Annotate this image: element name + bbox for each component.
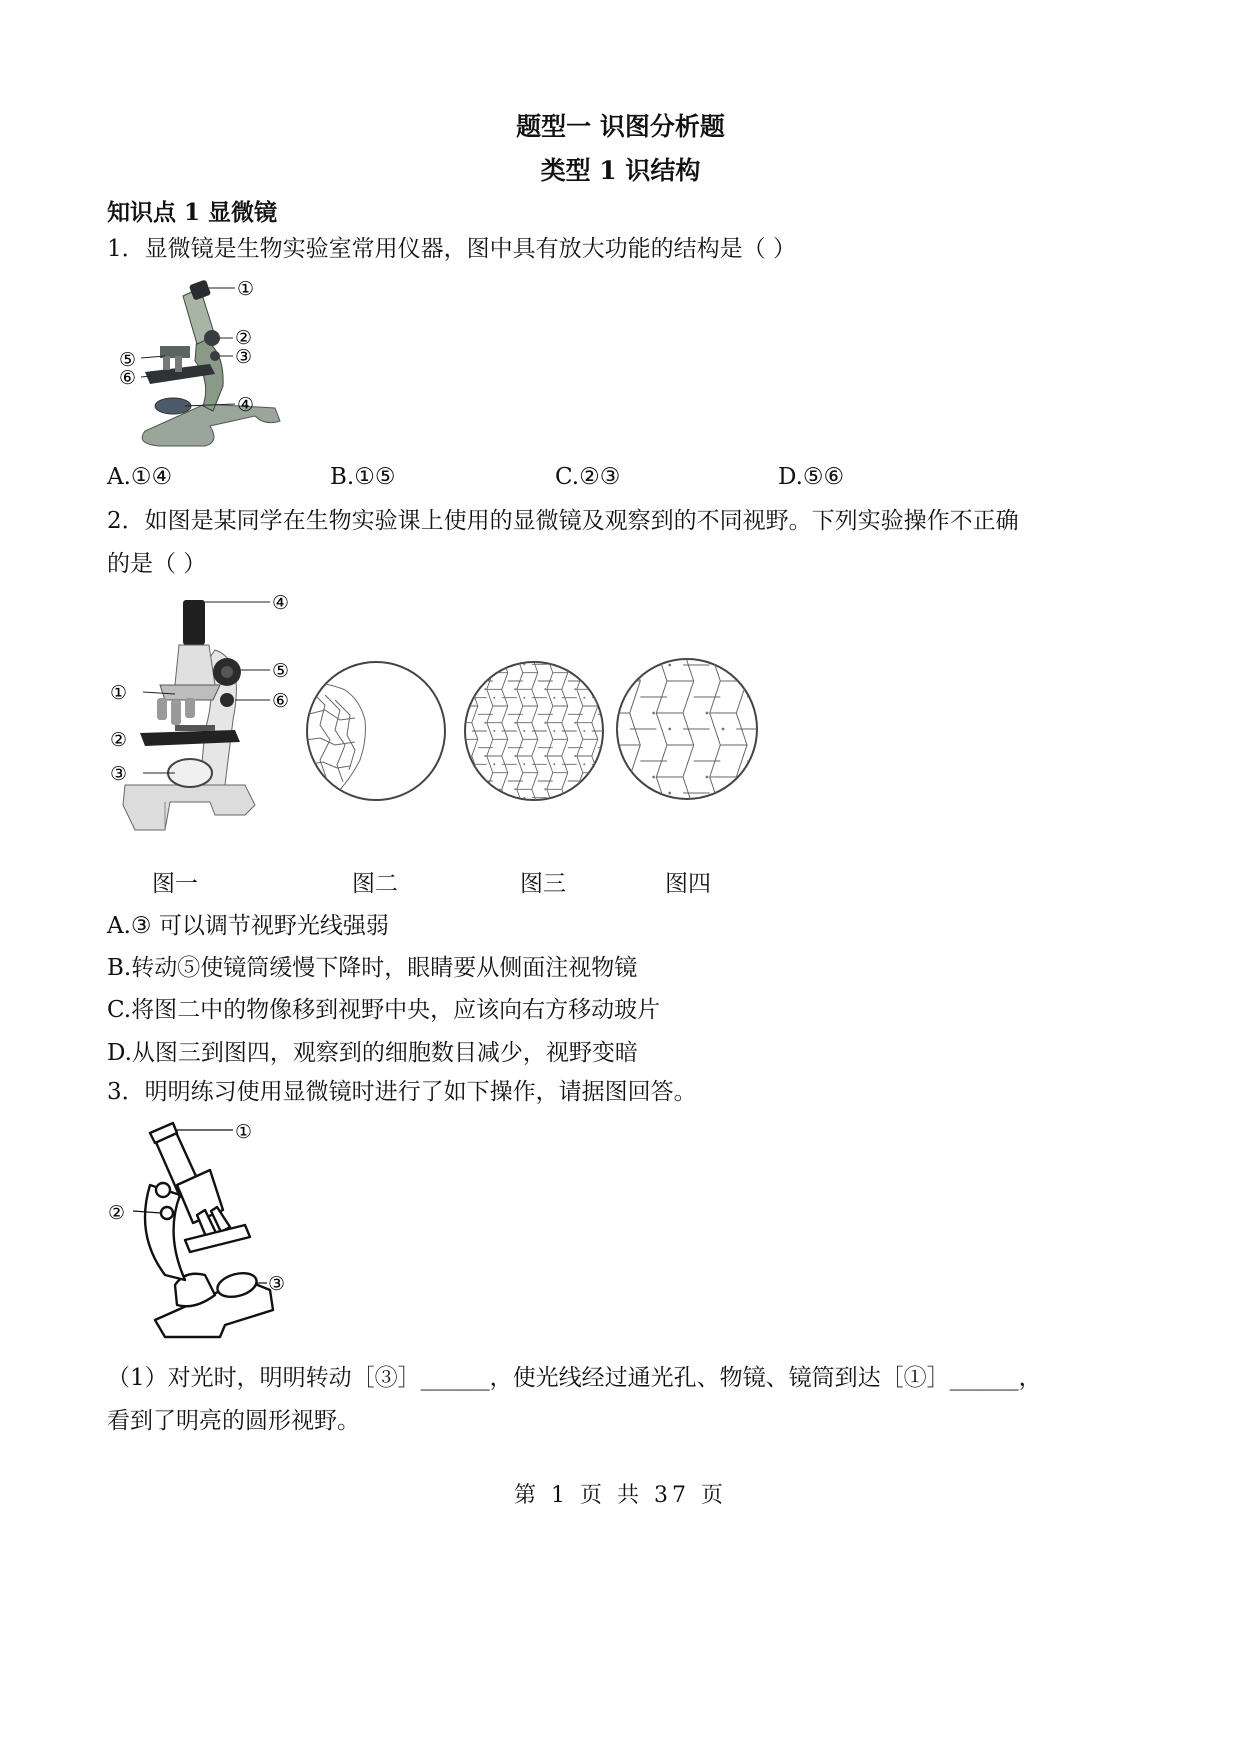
q2-label-3: ③ [110,763,128,785]
q1-option-c: C.②③ [555,464,621,490]
q3-part1-line1: （1）对光时，明明转动［③］______，使光线经过通光孔、物镜、镜筒到达［①］______， [107,1365,1042,1391]
q2-option-c: C.将图二中的物像移到视野中央，应该向右方移动玻片 [107,997,661,1023]
microscope-photo-q1 [105,276,285,451]
q1-label-5: ⑤ [119,349,137,371]
q1-label-2: ② [235,327,253,349]
q3-part1-line2: 看到了明亮的圆形视野。 [107,1408,360,1434]
question-2-stem-line2: 的是（ ） [107,551,207,577]
q1-label-4: ④ [237,394,255,416]
microscope-line-drawing-q3 [105,1115,305,1345]
q3-label-1: ① [235,1121,253,1143]
page-title: 题型一 识图分析题 [516,112,725,141]
q1-option-d: D.⑤⑥ [778,464,845,490]
q2-option-d: D.从图三到图四，观察到的细胞数目减少，视野变暗 [107,1040,638,1066]
q1-option-a: A.①④ [107,464,173,490]
q2-label-6: ⑥ [272,690,290,712]
page-subtitle: 类型 1 识结构 [540,156,701,185]
q3-label-3: ③ [268,1273,286,1295]
field-of-view-figure-four [615,657,760,802]
q2-label-4: ④ [272,592,290,614]
q2-label-5: ⑤ [272,660,290,682]
q2-option-b: B.转动⑤使镜筒缓慢下降时，眼睛要从侧面注视物镜 [107,955,638,981]
knowledge-point-heading: 知识点 1 显微镜 [107,199,278,226]
caption-figure-four: 图四 [665,871,711,897]
q3-label-2: ② [108,1202,126,1224]
caption-figure-three: 图三 [520,871,566,897]
caption-figure-two: 图二 [352,871,398,897]
field-of-view-figure-three [463,660,605,802]
question-1-stem: 1．显微镜是生物实验室常用仪器，图中具有放大功能的结构是（ ） [107,236,796,262]
question-2-stem-line1: 2．如图是某同学在生物实验课上使用的显微镜及观察到的不同视野。下列实验操作不正确 [107,508,1019,534]
question-3-stem: 3．明明练习使用显微镜时进行了如下操作，请据图回答。 [107,1079,697,1105]
field-of-view-figure-two [305,660,447,802]
q2-label-1: ① [110,682,128,704]
microscope-figure-one [105,590,305,840]
q2-option-a: A.③ 可以调节视野光线强弱 [107,913,389,939]
caption-figure-one: 图一 [152,871,198,897]
q1-label-6: ⑥ [119,367,137,389]
q2-label-2: ② [110,729,128,751]
q1-label-3: ③ [235,346,253,368]
page-footer: 第 1 页 共 37 页 [514,1483,727,1508]
q1-label-1: ① [237,278,255,300]
q1-option-b: B.①⑤ [330,464,396,490]
